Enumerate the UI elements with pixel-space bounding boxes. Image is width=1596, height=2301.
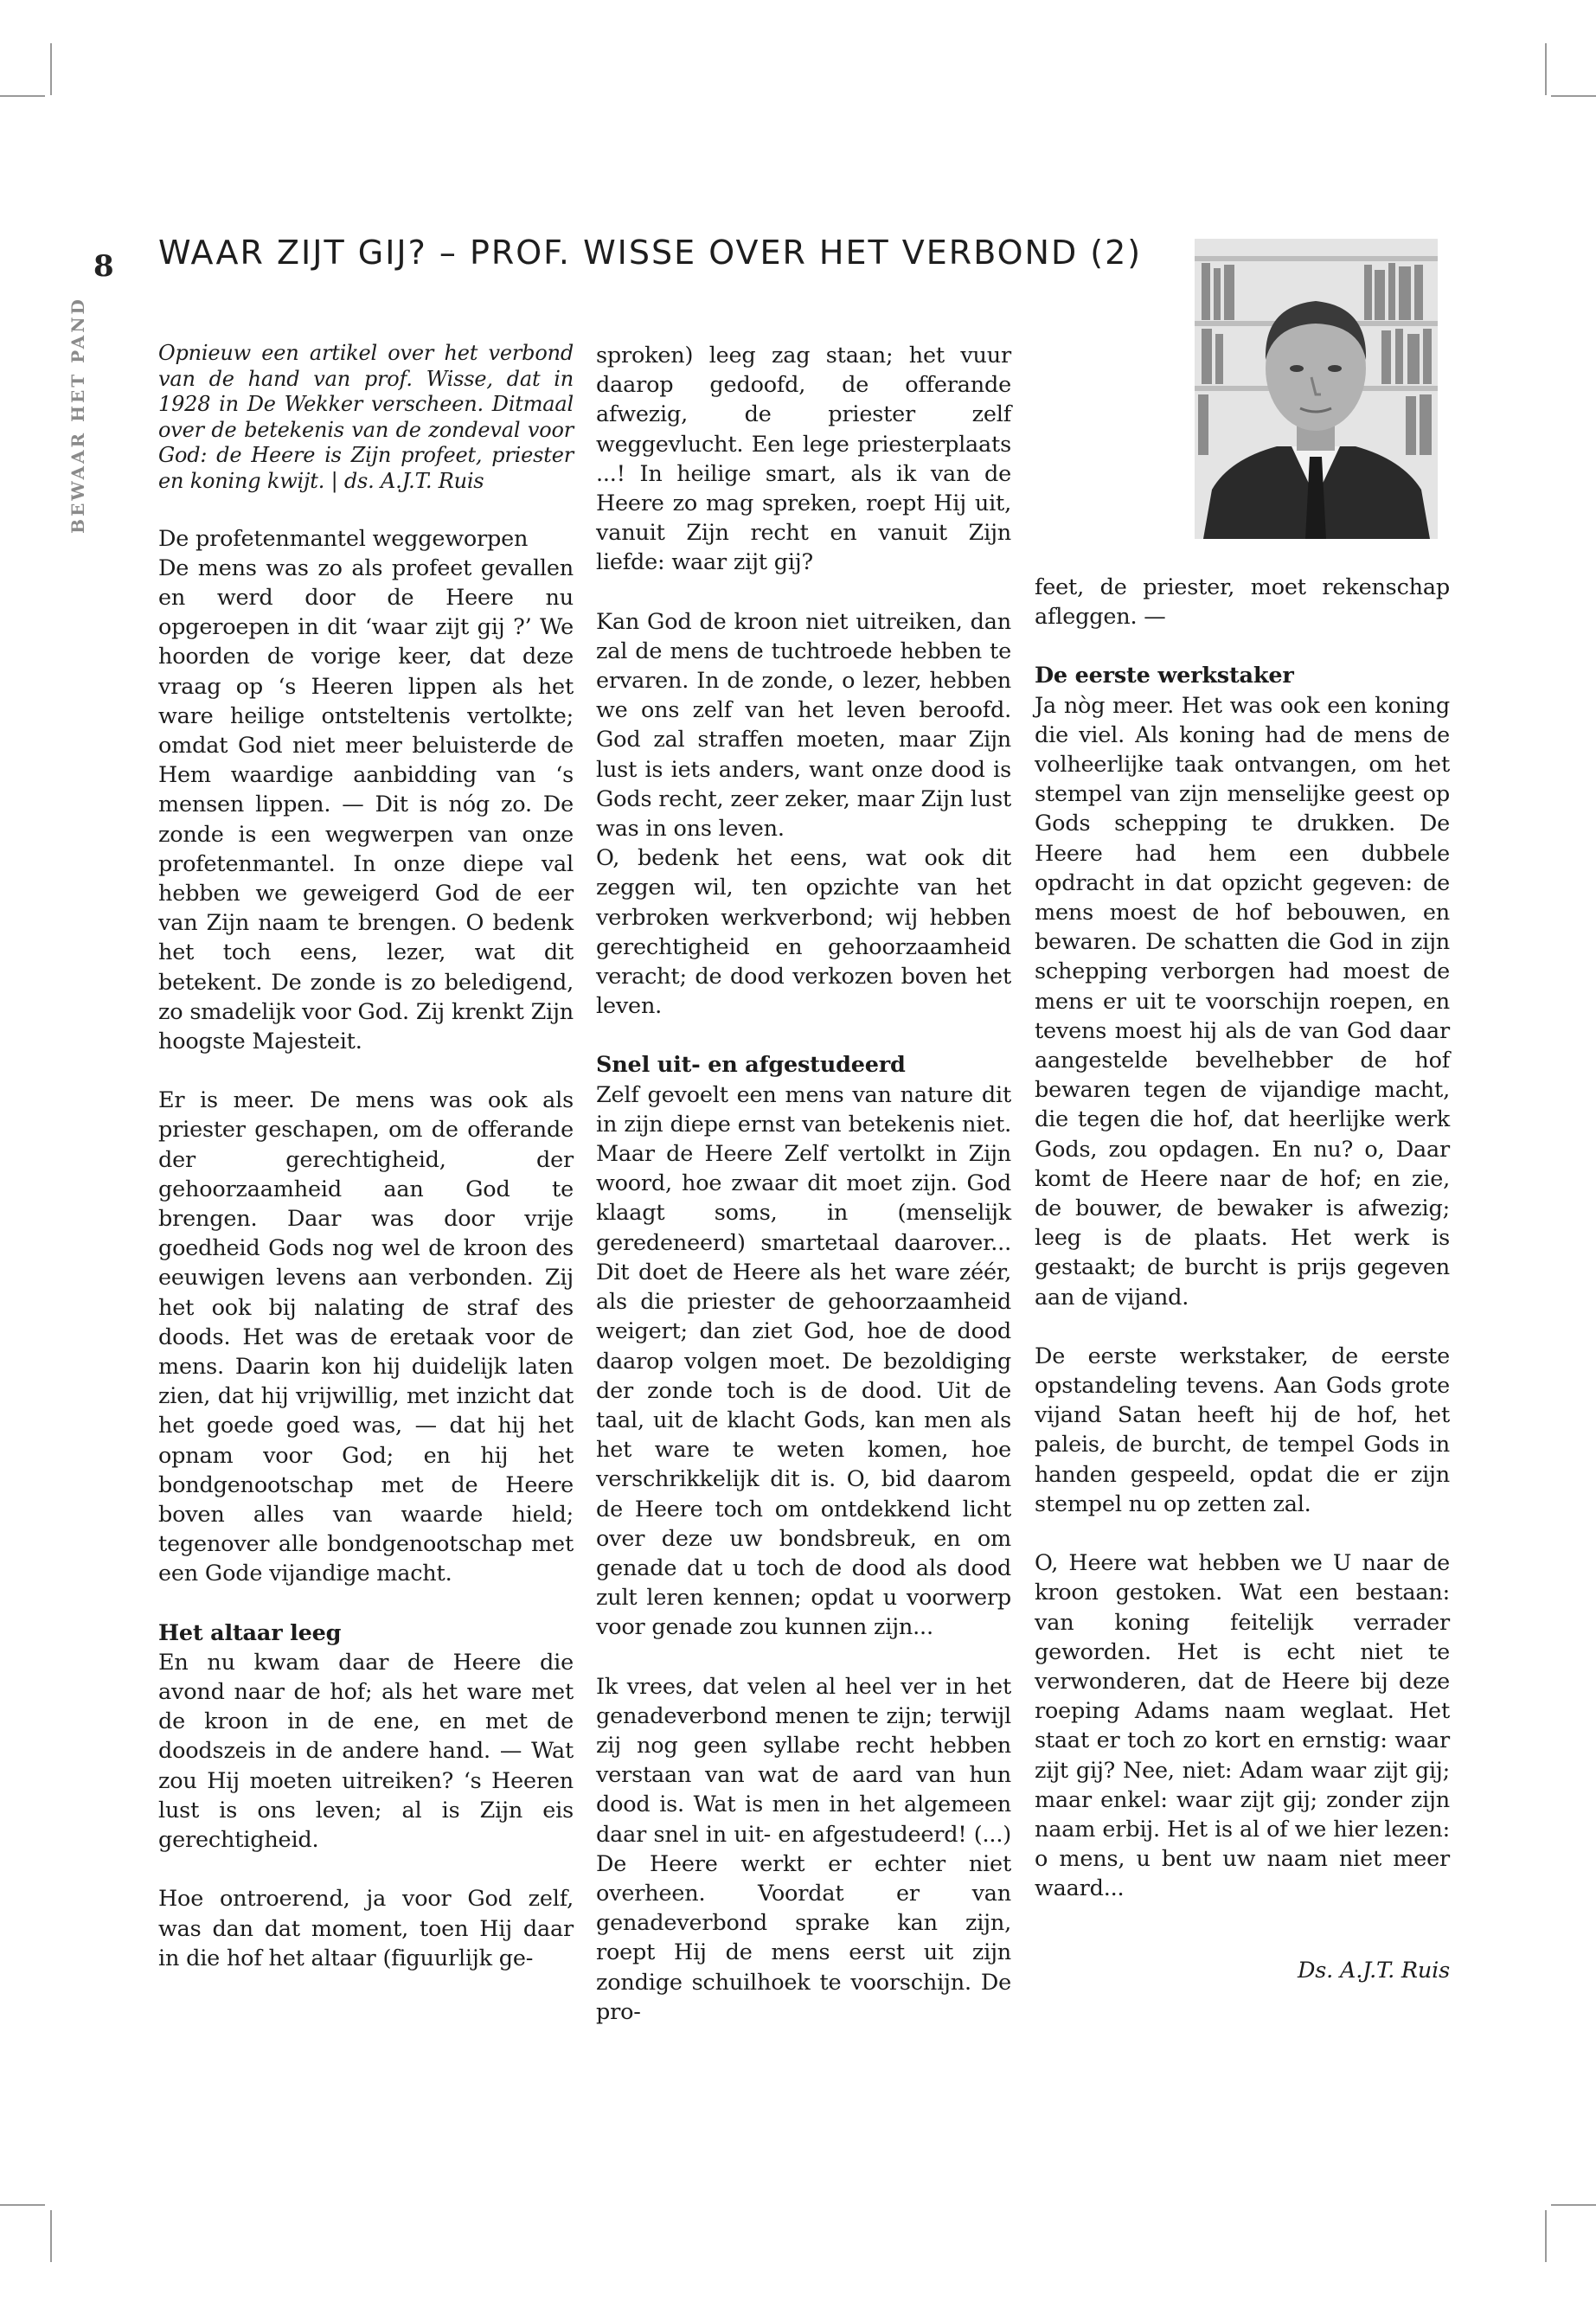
section-heading-profetenmantel: De profetenmantel weggeworpen bbox=[158, 525, 529, 552]
article-title: WAAR ZIJT GIJ? – PROF. WISSE OVER HET VERBOND (2) bbox=[158, 234, 1143, 272]
paragraph: Er is meer. De mens was ook als priester geschapen, om de offerande der gerechtigheid, der gehoorzaamheid aan God te brengen. Daar was door vrije goedheid Gods nog wel de kroon des eeuwigen levens aan verbonden. Zij het ook bij nalating de straf des doods. Het was de eretaak voor de mens. Daarin kon hij duidelijk laten zien, dat hij vrijwillig, met inzicht dat het goede goed was, — dat hij het opnam voor God; en hij het bondgenootschap met de Heere boven alles van waarde hield; tegenover alle bondgenootschap met een Gode vijandige macht. bbox=[158, 1087, 574, 1587]
section-heading-afgestudeerd: Snel uit- en afgestudeerd bbox=[596, 1052, 906, 1079]
paragraph: Kan God de kroon niet uitreiken, dan zal de mens de tuchtroede hebben te ervaren. In de zonde, o lezer, hebben we ons zelf van het leven beroofd. God zal straffen moeten, maar Zijn lust is iets anders, want onze dood is Gods recht, zeer zeker, maar Zijn lust was in ons leven. bbox=[596, 608, 1011, 843]
paragraph: O, Heere wat hebben we U naar de kroon gestoken. Wat een bestaan: van koning feitelijk verrader geworden. Het is echt niet te verwonderen, dat de Heere bij deze roeping Adams naam weglaat. Het staat er toch zo kort en ernstig: waar zijt gij? Nee, niet: Adam waar zijt gij; maar enkel: waar zijt gij; zonder zijn naam erbij. Het is al of we hier lezen: o mens, u bent uw naam niet meer waard... bbox=[1035, 1550, 1450, 1902]
text-column-2 bbox=[596, 341, 1011, 2027]
crop-mark-bottom-right-horizontal bbox=[1551, 2204, 1596, 2206]
text-column-1 bbox=[158, 341, 574, 1973]
crop-mark-top-right-horizontal bbox=[1551, 95, 1596, 97]
paragraph: De eerste werkstaker, de eerste opstandeling tevens. Aan Gods grote vijand Satan heeft hij de hof, het paleis, de burcht, de tempel Gods in handen gespeeld, opdat die er zijn stempel nu op zetten zal. bbox=[1035, 1343, 1450, 1517]
section-heading-werkstaker: De eerste werkstaker bbox=[1035, 663, 1294, 689]
crop-mark-bottom-right-vertical bbox=[1545, 2210, 1547, 2262]
running-section-label: BEWAAR HET PAND bbox=[67, 297, 88, 534]
crop-mark-top-left-vertical bbox=[50, 43, 52, 95]
paragraph: Zelf gevoelt een mens van nature dit in zijn diepe ernst van betekenis niet. Maar de Heere Zelf vertolkt in Zijn woord, hoe zwaar dit moet zijn. God klaagt soms, in (menselijk geredeneerd) smartetaal daarover... Dit doet de Heere als het ware zéér, als die priester de gehoorzaamheid weigert; dan ziet God, hoe de dood daarop volgen moet. De bezoldiging der zonde toch is de dood. Uit de taal, uit de klacht Gods, kan men als het ware te weten komen, hoe verschrikkelijk dit is. O, bid daarom de Heere toch om ontdekkend licht over deze uw bondsbreuk, en om genade dat u toch de dood als dood zult leren kennen; opdat u voorwerp voor genade zou kunnen zijn... bbox=[596, 1081, 1011, 1641]
paragraph: En nu kwam daar de Heere die avond naar de hof; als het ware met de kroon in de ene, en met de doodszeis in de andere hand. — Wat zou Hij moeten uitreiken? ‘s Heeren lust is ons leven; al is Zijn eis gerechtigheid. bbox=[158, 1649, 574, 1854]
paragraph: feet, de priester, moet rekenschap afleggen. — bbox=[1035, 574, 1450, 631]
paragraph: Ja nòg meer. Het was ook een koning die viel. Als koning had de mens de volheerlijke taak ontvangen, om het stempel van zijn menselijke geest op Gods schepping te drukken. De Heere had hem een dubbele opdracht in dat opzicht gegeven: de mens moest de hof bebouwen, en bewaren. De schatten die God in zijn schepping verborgen had moest de mens er uit te voorschijn roepen, en tevens moest hij als de van God daar aangestelde bevelhebber de hof bewaren tegen de vijandige macht, die tegen die hof, dat heerlijke werk Gods, zou opdagen. En nu? o, Daar komt de Heere naar de hof; en zie, de bouwer, de bewaker is afwezig; leeg is de plaats. Het werk is gestaakt; de burcht is prijs gegeven aan de vijand. bbox=[1035, 692, 1450, 1311]
crop-mark-top-left-horizontal bbox=[0, 95, 45, 97]
paragraph: Ik vrees, dat velen al heel ver in het genadeverbond menen te zijn; terwijl zij nog geen syllabe recht hebben verstaan van wat de aard van hun dood is. Wat is men in het algemeen daar snel in uit- en afgestudeerd! (...) De Heere werkt er echter niet overheen. Voordat er van genadeverbond sprake kan zijn, roept Hij de mens eerst uit zijn zondige schuilhoek te voorschijn. De pro- bbox=[596, 1673, 1011, 2025]
author-signature: Ds. A.J.T. Ruis bbox=[1298, 1957, 1450, 1984]
section-heading-altaar: Het altaar leeg bbox=[158, 1619, 342, 1646]
text-column-3 bbox=[1035, 573, 1450, 1985]
author-photo bbox=[1195, 239, 1438, 539]
paragraph: sproken) leeg zag staan; het vuur daarop gedoofd, de offerande afwezig, de priester zelf weggevlucht. Een lege priesterplaats ...! In heilige smart, als ik van de Heere zo mag spreken, roept Hij uit, vanuit Zijn recht en vanuit Zijn liefde: waar zijt gij? bbox=[596, 343, 1011, 576]
crop-mark-top-right-vertical bbox=[1545, 43, 1547, 95]
article-intro: Opnieuw een artikel over het verbond van de hand van prof. Wisse, dat in 1928 in De Wekker verscheen. Ditmaal over de betekenis van de zondeval voor God: de Heere is Zijn profeet, priester en koning kwijt. | ds. A.J.T. Ruis bbox=[158, 341, 574, 493]
crop-mark-bottom-left-horizontal bbox=[0, 2204, 45, 2206]
paragraph: De mens was zo als profeet gevallen en werd door de Heere nu opgeroepen in dit ‘waar zijt gij ?’ We hoorden de vorige keer, dat deze vraag op ‘s Heeren lippen als het ware heilige ontsteltenis vertolkte; omdat God niet meer beluisterde de Hem waardige aanbidding van ‘s mensen lippen. — Dit is nóg zo. De zonde is een wegwerpen van onze profetenmantel. In onze diepe val hebben we geweigerd God de eer van Zijn naam te brengen. O bedenk het toch eens, lezer, wat dit betekent. De zonde is zo beledigend, zo smadelijk voor God. Zij krenkt Zijn hoogste Majesteit. bbox=[158, 554, 574, 1055]
paragraph: O, bedenk het eens, wat ook dit zeggen wil, ten opzichte van het verbroken werkverbond; wij hebben gerechtigheid en gehoorzaamheid veracht; de dood verkozen boven het leven. bbox=[596, 845, 1011, 1020]
author-portrait-icon bbox=[1195, 239, 1438, 539]
page-number: 8 bbox=[93, 249, 114, 284]
paragraph: Hoe ontroerend, ja voor God zelf, was dan dat moment, toen Hij daar in die hof het altaar (figuurlijk ge- bbox=[158, 1886, 574, 1971]
crop-mark-bottom-left-vertical bbox=[50, 2210, 52, 2262]
